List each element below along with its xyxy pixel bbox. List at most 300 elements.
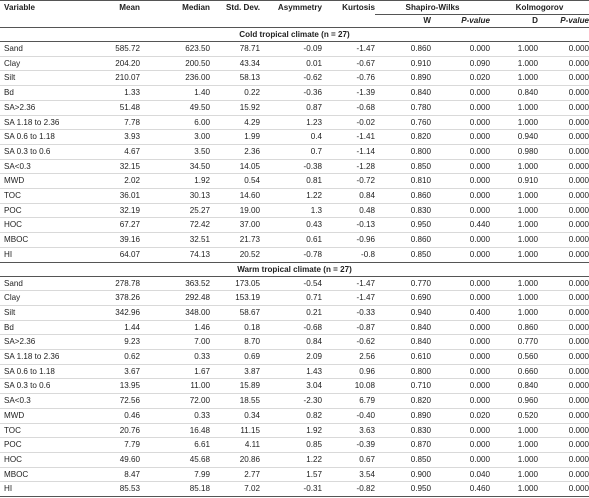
cell-sw-p-value: 0.000: [431, 438, 490, 453]
cell-kurtosis: -0.82: [322, 482, 375, 497]
cell-std-dev: 0.18: [210, 320, 260, 335]
cell-d: 1.000: [490, 482, 538, 497]
cell-d: 0.960: [490, 394, 538, 409]
cell-sw-p-value: 0.000: [431, 379, 490, 394]
cell-d: 0.660: [490, 364, 538, 379]
cell-w: 0.860: [375, 233, 431, 248]
cell-sw-p-value: 0.000: [431, 364, 490, 379]
cell-kurtosis: 10.08: [322, 379, 375, 394]
cell-kurtosis: -1.39: [322, 86, 375, 101]
cell-sw-p-value: 0.000: [431, 423, 490, 438]
cell-mean: 7.79: [88, 438, 140, 453]
cell-std-dev: 19.00: [210, 203, 260, 218]
cell-median: 25.27: [140, 203, 210, 218]
table-row: [0, 335, 589, 350]
cell-variable: Sand: [0, 276, 88, 291]
cell-std-dev: 58.13: [210, 71, 260, 86]
header-std-dev: Std. Dev.: [225, 3, 260, 12]
table-row: [0, 291, 589, 306]
cell-std-dev: 11.15: [210, 423, 260, 438]
cell-d: 1.000: [490, 423, 538, 438]
cell-asymmetry: 3.04: [260, 379, 322, 394]
cell-median: 6.61: [140, 438, 210, 453]
header-kurtosis: Kurtosis: [342, 3, 375, 12]
cell-sw-p-value: 0.000: [431, 174, 490, 189]
cell-asymmetry: 0.82: [260, 408, 322, 423]
cell-median: 16.48: [140, 423, 210, 438]
cell-mean: 36.01: [88, 189, 140, 204]
table-row: [0, 379, 589, 394]
cell-kurtosis: -0.76: [322, 71, 375, 86]
table-row: [0, 305, 589, 320]
cell-kurtosis: -0.40: [322, 408, 375, 423]
cell-ks-p-value: 0.000: [538, 482, 589, 497]
cell-ks-p-value: 0.000: [538, 364, 589, 379]
cell-ks-p-value: 0.000: [538, 247, 589, 262]
cell-mean: 278.78: [88, 276, 140, 291]
cell-sw-p-value: 0.000: [431, 291, 490, 306]
cell-asymmetry: 0.61: [260, 233, 322, 248]
cell-variable: Silt: [0, 71, 88, 86]
cell-ks-p-value: 0.000: [538, 320, 589, 335]
cell-median: 30.13: [140, 189, 210, 204]
cell-median: 3.50: [140, 144, 210, 159]
cell-d: 1.000: [490, 71, 538, 86]
cell-ks-p-value: 0.000: [538, 218, 589, 233]
table-row: [0, 394, 589, 409]
cell-variable: SA 0.3 to 0.6: [0, 379, 88, 394]
table-row: [0, 115, 589, 130]
cell-ks-p-value: 0.000: [538, 350, 589, 365]
cell-variable: SA>2.36: [0, 100, 88, 115]
cell-std-dev: 14.60: [210, 189, 260, 204]
cell-d: 0.840: [490, 379, 538, 394]
cell-std-dev: 4.11: [210, 438, 260, 453]
cell-ks-p-value: 0.000: [538, 335, 589, 350]
cell-asymmetry: 0.43: [260, 218, 322, 233]
cell-asymmetry: -0.36: [260, 86, 322, 101]
cell-variable: Clay: [0, 56, 88, 71]
cell-std-dev: 0.69: [210, 350, 260, 365]
cell-asymmetry: 0.81: [260, 174, 322, 189]
cell-mean: 85.53: [88, 482, 140, 497]
cell-std-dev: 0.22: [210, 86, 260, 101]
cell-std-dev: 15.92: [210, 100, 260, 115]
header-median: Median: [182, 3, 210, 12]
cell-d: 1.000: [490, 115, 538, 130]
cell-kurtosis: -0.33: [322, 305, 375, 320]
section-warm: [0, 262, 589, 497]
cell-w: 0.610: [375, 350, 431, 365]
cell-d: 1.000: [490, 452, 538, 467]
cell-w: 0.850: [375, 159, 431, 174]
cell-kurtosis: 3.63: [322, 423, 375, 438]
cell-w: 0.830: [375, 203, 431, 218]
table-row: [0, 159, 589, 174]
cell-variable: TOC: [0, 423, 88, 438]
cell-kurtosis: -0.02: [322, 115, 375, 130]
cell-std-dev: 2.77: [210, 467, 260, 482]
cell-sw-p-value: 0.000: [431, 42, 490, 57]
cell-kurtosis: -0.39: [322, 438, 375, 453]
header-mean: Mean: [119, 3, 140, 12]
cell-w: 0.890: [375, 71, 431, 86]
cell-median: 1.92: [140, 174, 210, 189]
table-row: [0, 174, 589, 189]
cell-mean: 8.47: [88, 467, 140, 482]
cell-mean: 7.78: [88, 115, 140, 130]
cell-ks-p-value: 0.000: [538, 291, 589, 306]
cell-d: 1.000: [490, 56, 538, 71]
cell-kurtosis: -1.41: [322, 130, 375, 145]
cell-asymmetry: 0.4: [260, 130, 322, 145]
cell-median: 74.13: [140, 247, 210, 262]
cell-kurtosis: -0.8: [322, 247, 375, 262]
cell-d: 1.000: [490, 305, 538, 320]
cell-sw-p-value: 0.040: [431, 467, 490, 482]
cell-mean: 9.23: [88, 335, 140, 350]
cell-asymmetry: -0.54: [260, 276, 322, 291]
cell-ks-p-value: 0.000: [538, 159, 589, 174]
cell-sw-p-value: 0.000: [431, 335, 490, 350]
cell-d: 1.000: [490, 42, 538, 57]
cell-sw-p-value: 0.020: [431, 71, 490, 86]
table-row: [0, 247, 589, 262]
cell-w: 0.840: [375, 320, 431, 335]
cell-sw-p-value: 0.000: [431, 144, 490, 159]
cell-ks-p-value: 0.000: [538, 233, 589, 248]
cell-variable: Silt: [0, 305, 88, 320]
cell-mean: 342.96: [88, 305, 140, 320]
cell-kurtosis: -0.96: [322, 233, 375, 248]
cell-ks-p-value: 0.000: [538, 174, 589, 189]
cell-kurtosis: 3.54: [322, 467, 375, 482]
cell-w: 0.690: [375, 291, 431, 306]
cell-w: 0.840: [375, 335, 431, 350]
table-row: [0, 86, 589, 101]
cell-d: 1.000: [490, 159, 538, 174]
cell-mean: 3.67: [88, 364, 140, 379]
cell-d: 0.910: [490, 174, 538, 189]
cell-median: 7.99: [140, 467, 210, 482]
cell-mean: 39.16: [88, 233, 140, 248]
cell-sw-p-value: 0.000: [431, 452, 490, 467]
cell-variable: SA 1.18 to 2.36: [0, 350, 88, 365]
cell-median: 292.48: [140, 291, 210, 306]
cell-std-dev: 21.73: [210, 233, 260, 248]
cell-std-dev: 173.05: [210, 276, 260, 291]
cell-median: 1.40: [140, 86, 210, 101]
header-shapiro-wilks: Shapiro-Wilks: [375, 1, 490, 15]
cell-kurtosis: -0.68: [322, 100, 375, 115]
cell-d: 1.000: [490, 276, 538, 291]
cell-std-dev: 2.36: [210, 144, 260, 159]
cell-asymmetry: 1.43: [260, 364, 322, 379]
cell-asymmetry: -0.09: [260, 42, 322, 57]
cell-ks-p-value: 0.000: [538, 423, 589, 438]
cell-kurtosis: 0.48: [322, 203, 375, 218]
cell-w: 0.780: [375, 100, 431, 115]
table-row: [0, 144, 589, 159]
cell-median: 34.50: [140, 159, 210, 174]
cell-kurtosis: 0.84: [322, 189, 375, 204]
cell-sw-p-value: 0.000: [431, 189, 490, 204]
cell-std-dev: 153.19: [210, 291, 260, 306]
cell-mean: 3.93: [88, 130, 140, 145]
cell-w: 0.800: [375, 364, 431, 379]
cell-w: 0.820: [375, 394, 431, 409]
cell-mean: 210.07: [88, 71, 140, 86]
cell-asymmetry: 0.85: [260, 438, 322, 453]
cell-w: 0.950: [375, 218, 431, 233]
cell-variable: SA 0.6 to 1.18: [0, 130, 88, 145]
cell-std-dev: 78.71: [210, 42, 260, 57]
header-asymmetry: Asymmetry: [277, 3, 322, 12]
cell-mean: 13.95: [88, 379, 140, 394]
cell-variable: HI: [0, 482, 88, 497]
cell-sw-p-value: 0.000: [431, 233, 490, 248]
cell-std-dev: 1.99: [210, 130, 260, 145]
cell-variable: MWD: [0, 408, 88, 423]
cell-asymmetry: 1.3: [260, 203, 322, 218]
cell-variable: Bd: [0, 86, 88, 101]
cell-asymmetry: -2.30: [260, 394, 322, 409]
cell-median: 11.00: [140, 379, 210, 394]
cell-w: 0.950: [375, 482, 431, 497]
cell-sw-p-value: 0.440: [431, 218, 490, 233]
header-w: W: [423, 16, 431, 25]
cell-variable: SA>2.36: [0, 335, 88, 350]
cell-median: 49.50: [140, 100, 210, 115]
cell-asymmetry: 1.92: [260, 423, 322, 438]
cell-variable: Bd: [0, 320, 88, 335]
header-kolmogorov: Kolmogorov: [490, 1, 589, 15]
cell-kurtosis: 2.56: [322, 350, 375, 365]
table-row: [0, 189, 589, 204]
table-row: [0, 350, 589, 365]
cell-median: 45.68: [140, 452, 210, 467]
cell-ks-p-value: 0.000: [538, 203, 589, 218]
cell-mean: 32.19: [88, 203, 140, 218]
table-header: [0, 1, 589, 28]
cell-asymmetry: 0.01: [260, 56, 322, 71]
cell-sw-p-value: 0.000: [431, 115, 490, 130]
cell-asymmetry: 0.87: [260, 100, 322, 115]
cell-asymmetry: 1.23: [260, 115, 322, 130]
cell-d: 1.000: [490, 203, 538, 218]
cell-w: 0.810: [375, 174, 431, 189]
cell-ks-p-value: 0.000: [538, 467, 589, 482]
cell-ks-p-value: 0.000: [538, 86, 589, 101]
table-row: [0, 130, 589, 145]
cell-ks-p-value: 0.000: [538, 276, 589, 291]
cell-asymmetry: 1.22: [260, 189, 322, 204]
cell-ks-p-value: 0.000: [538, 379, 589, 394]
cell-median: 32.51: [140, 233, 210, 248]
cell-d: 1.000: [490, 100, 538, 115]
cell-d: 0.980: [490, 144, 538, 159]
cell-std-dev: 43.34: [210, 56, 260, 71]
cell-median: 3.00: [140, 130, 210, 145]
cell-mean: 1.44: [88, 320, 140, 335]
cell-ks-p-value: 0.000: [538, 115, 589, 130]
cell-sw-p-value: 0.000: [431, 130, 490, 145]
cell-ks-p-value: 0.000: [538, 71, 589, 86]
cell-d: 1.000: [490, 438, 538, 453]
cell-asymmetry: 2.09: [260, 350, 322, 365]
cell-asymmetry: 1.22: [260, 452, 322, 467]
cell-variable: HOC: [0, 218, 88, 233]
cell-d: 0.940: [490, 130, 538, 145]
cell-std-dev: 18.55: [210, 394, 260, 409]
table-row: [0, 233, 589, 248]
cell-w: 0.860: [375, 189, 431, 204]
cell-w: 0.890: [375, 408, 431, 423]
cell-median: 623.50: [140, 42, 210, 57]
cell-std-dev: 7.02: [210, 482, 260, 497]
cell-kurtosis: -1.47: [322, 42, 375, 57]
cell-asymmetry: -0.68: [260, 320, 322, 335]
cell-mean: 204.20: [88, 56, 140, 71]
cell-sw-p-value: 0.000: [431, 159, 490, 174]
cell-variable: MBOC: [0, 467, 88, 482]
cell-kurtosis: 6.79: [322, 394, 375, 409]
cell-mean: 20.76: [88, 423, 140, 438]
cell-std-dev: 15.89: [210, 379, 260, 394]
cell-kurtosis: -1.28: [322, 159, 375, 174]
cell-asymmetry: 0.21: [260, 305, 322, 320]
cell-asymmetry: 0.84: [260, 335, 322, 350]
cell-ks-p-value: 0.000: [538, 144, 589, 159]
cell-variable: HI: [0, 247, 88, 262]
cell-median: 348.00: [140, 305, 210, 320]
cell-d: 1.000: [490, 247, 538, 262]
header-p-value-sw: P-value: [461, 16, 490, 25]
cell-d: 1.000: [490, 291, 538, 306]
cell-median: 72.42: [140, 218, 210, 233]
cell-variable: Clay: [0, 291, 88, 306]
cell-w: 0.870: [375, 438, 431, 453]
cell-mean: 0.62: [88, 350, 140, 365]
cell-ks-p-value: 0.000: [538, 56, 589, 71]
cell-sw-p-value: 0.460: [431, 482, 490, 497]
cell-median: 85.18: [140, 482, 210, 497]
cell-mean: 67.27: [88, 218, 140, 233]
cell-d: 1.000: [490, 233, 538, 248]
cell-mean: 4.67: [88, 144, 140, 159]
cell-ks-p-value: 0.000: [538, 452, 589, 467]
table-row: [0, 71, 589, 86]
cell-mean: 0.46: [88, 408, 140, 423]
cell-w: 0.910: [375, 56, 431, 71]
table-row: [0, 364, 589, 379]
cell-kurtosis: -1.14: [322, 144, 375, 159]
cell-variable: POC: [0, 203, 88, 218]
cell-median: 363.52: [140, 276, 210, 291]
cell-asymmetry: -0.78: [260, 247, 322, 262]
cell-asymmetry: 0.71: [260, 291, 322, 306]
cell-variable: HOC: [0, 452, 88, 467]
cell-w: 0.800: [375, 144, 431, 159]
cell-w: 0.820: [375, 130, 431, 145]
cell-w: 0.850: [375, 247, 431, 262]
cell-sw-p-value: 0.000: [431, 320, 490, 335]
cell-variable: Sand: [0, 42, 88, 57]
cell-mean: 32.15: [88, 159, 140, 174]
cell-median: 200.50: [140, 56, 210, 71]
cell-sw-p-value: 0.000: [431, 247, 490, 262]
table-row: [0, 218, 589, 233]
cell-std-dev: 0.34: [210, 408, 260, 423]
cell-std-dev: 20.52: [210, 247, 260, 262]
cell-sw-p-value: 0.020: [431, 408, 490, 423]
table-row: [0, 320, 589, 335]
cell-w: 0.770: [375, 276, 431, 291]
cell-ks-p-value: 0.000: [538, 100, 589, 115]
cell-d: 0.860: [490, 320, 538, 335]
cell-std-dev: 4.29: [210, 115, 260, 130]
cell-w: 0.830: [375, 423, 431, 438]
cell-variable: POC: [0, 438, 88, 453]
table-row: [0, 100, 589, 115]
cell-variable: SA<0.3: [0, 159, 88, 174]
cell-kurtosis: -0.62: [322, 335, 375, 350]
section-title-warm: Warm tropical climate (n = 27): [0, 262, 589, 276]
cell-ks-p-value: 0.000: [538, 130, 589, 145]
cell-mean: 1.33: [88, 86, 140, 101]
header-d: D: [532, 16, 538, 25]
cell-ks-p-value: 0.000: [538, 189, 589, 204]
cell-w: 0.900: [375, 467, 431, 482]
cell-sw-p-value: 0.090: [431, 56, 490, 71]
cell-std-dev: 14.05: [210, 159, 260, 174]
cell-w: 0.860: [375, 42, 431, 57]
table-row: [0, 438, 589, 453]
cell-asymmetry: 1.57: [260, 467, 322, 482]
table-row: [0, 276, 589, 291]
section-title-cold: Cold tropical climate (n = 27): [0, 28, 589, 42]
cell-ks-p-value: 0.000: [538, 394, 589, 409]
header-p-value-ks: P-value: [560, 16, 589, 25]
cell-d: 0.840: [490, 86, 538, 101]
cell-kurtosis: -1.47: [322, 291, 375, 306]
section-cold: [0, 28, 589, 263]
cell-std-dev: 0.54: [210, 174, 260, 189]
cell-mean: 378.26: [88, 291, 140, 306]
cell-d: 1.000: [490, 467, 538, 482]
cell-kurtosis: -0.67: [322, 56, 375, 71]
table-row: [0, 203, 589, 218]
cell-std-dev: 37.00: [210, 218, 260, 233]
cell-kurtosis: 0.67: [322, 452, 375, 467]
cell-w: 0.840: [375, 86, 431, 101]
cell-ks-p-value: 0.000: [538, 438, 589, 453]
cell-sw-p-value: 0.000: [431, 100, 490, 115]
cell-kurtosis: -0.87: [322, 320, 375, 335]
cell-std-dev: 58.67: [210, 305, 260, 320]
cell-asymmetry: -0.38: [260, 159, 322, 174]
cell-mean: 51.48: [88, 100, 140, 115]
cell-w: 0.760: [375, 115, 431, 130]
cell-sw-p-value: 0.400: [431, 305, 490, 320]
cell-variable: SA 0.3 to 0.6: [0, 144, 88, 159]
cell-mean: 49.60: [88, 452, 140, 467]
header-variable: Variable: [4, 3, 36, 12]
cell-kurtosis: 0.96: [322, 364, 375, 379]
table-row: [0, 467, 589, 482]
cell-sw-p-value: 0.000: [431, 394, 490, 409]
cell-sw-p-value: 0.000: [431, 86, 490, 101]
